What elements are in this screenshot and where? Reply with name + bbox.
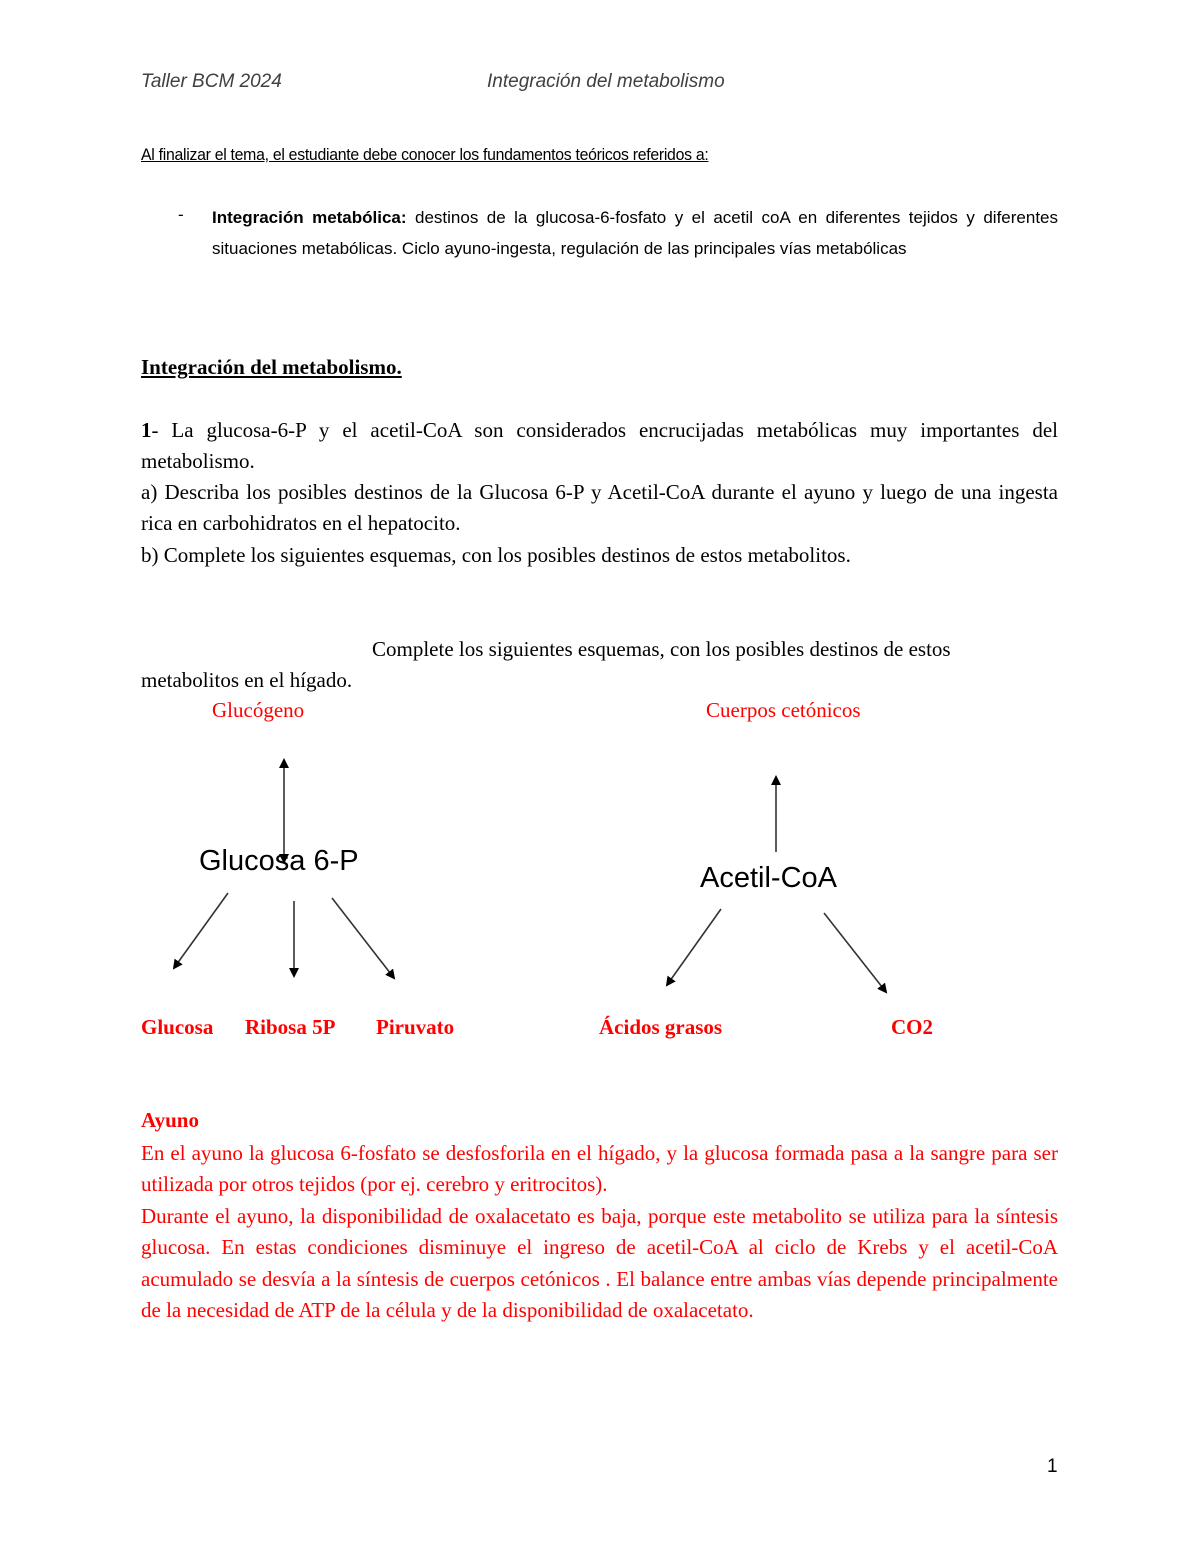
section-title: Integración del metabolismo. (141, 355, 402, 379)
diagram-instruction-2: metabolitos en el hígado. (141, 668, 353, 692)
node-acetil-coa: Acetil-CoA (700, 862, 837, 894)
question-number: 1 (141, 418, 152, 442)
label-glucosa: Glucosa (141, 1015, 214, 1039)
question-a: a) Describa los posibles destinos de la Glucosa 6-P y Acetil-CoA durante el ayuno y luego de una ingesta rica en carbohidratos en el hepatocito. (141, 480, 1058, 536)
question-b: b) Complete los siguientes esquemas, con los posibles destinos de estos metabolitos. (141, 543, 851, 567)
page-number: 1 (1047, 1456, 1058, 1477)
objectives-intro: Al finalizar el tema, el estudiante debe conocer los fundamentos teóricos referidos a: (141, 145, 709, 164)
label-piruvato: Piruvato (376, 1015, 455, 1039)
label-ribosa-5p: Ribosa 5P (245, 1015, 336, 1039)
node-glucosa-6p: Glucosa 6-P (199, 845, 359, 877)
bullet-marker: - (178, 205, 184, 224)
label-cuerpos-cetonicos: Cuerpos cetónicos (706, 698, 861, 722)
answer-paragraph-2: Durante el ayuno, la disponibilidad de oxalacetato es baja, porque este metabolito se utiliza para la síntesis glucosa. En estas condiciones disminuye el ingreso de acetil-CoA al ciclo de Krebs y el acetil-CoA acumulado se desvía a la síntesis de cuerpos cetónicos . El balance entre ambas vías depende principalmente de la necesidad de ATP de la célula y de la disponibilidad de oxalacetato. (141, 1204, 1058, 1322)
arrow-to-glucosa (174, 893, 228, 968)
bullet-text: destinos de la glucosa-6-fosfato y el acetil coA en diferentes tejidos y diferentes situaciones metabólicas. Ciclo ayuno-ingesta, regulación de las principales vías metabólicas (212, 208, 1058, 258)
arrow-to-acidos (667, 909, 721, 985)
label-glucogeno: Glucógeno (212, 698, 305, 722)
header-center: Integración del metabolismo (487, 71, 725, 92)
answer-paragraph-1: En el ayuno la glucosa 6-fosfato se desfosforila en el hígado, y la glucosa formada pasa a la sangre para ser utilizada por otros tejidos (por ej. cerebro y eritrocitos). (141, 1141, 1058, 1197)
arrow-to-piruvato (332, 898, 394, 978)
answer-title: Ayuno (141, 1108, 199, 1132)
header-left: Taller BCM 2024 (141, 71, 282, 92)
arrow-to-co2 (824, 913, 886, 992)
label-co2: CO2 (891, 1015, 933, 1039)
label-acidos-grasos: Ácidos grasos (599, 1015, 723, 1039)
bullet-bold: Integración metabólica: (212, 208, 407, 227)
diagram-instruction-1: Complete los siguientes esquemas, con los posibles destinos de estos (372, 637, 951, 661)
question-text: - La glucosa-6-P y el acetil-CoA son considerados encrucijadas metabólicas muy importantes del metabolismo. (141, 418, 1058, 474)
